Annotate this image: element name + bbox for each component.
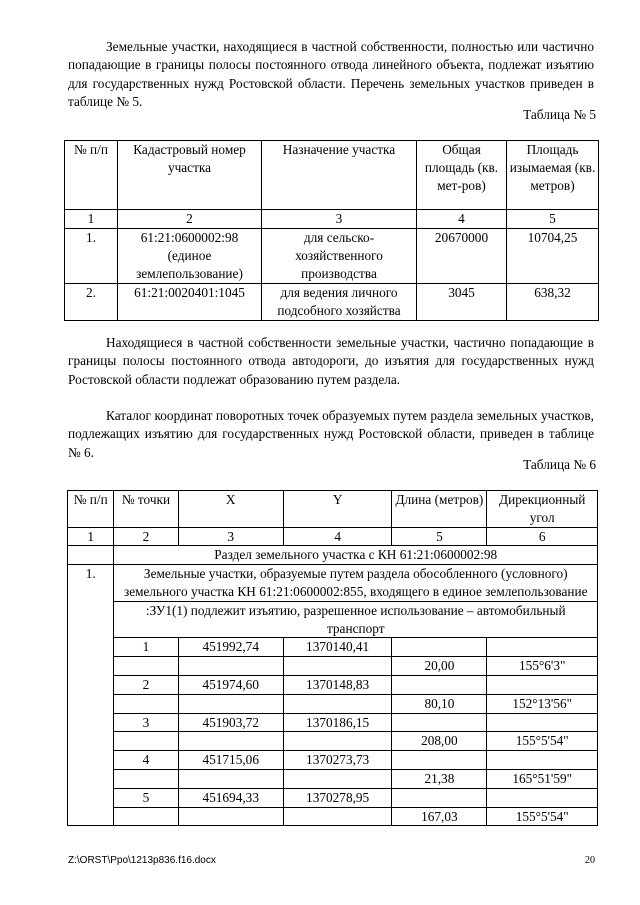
row-number: 2. [65,284,118,321]
coord-y: 1370273,73 [283,751,391,770]
table6-header-cell: № точки [114,491,178,528]
table-6 [67,490,598,826]
table5-header-cell: Назначение участка [262,141,417,210]
empty-cell [392,751,487,770]
table6-header-cell: X [178,491,283,528]
empty-cell [283,694,391,713]
direction-angle: 152°13'56" [487,694,598,713]
coord-x: 451992,74 [178,638,283,657]
point-row [68,713,598,732]
point-row [68,638,598,657]
point-number: 4 [114,751,178,770]
plot-purpose: для сельско-хозяйственного производства [262,229,417,284]
point-number: 3 [114,713,178,732]
point-row [68,751,598,770]
point-number: 2 [114,675,178,694]
empty-cell [114,807,178,826]
coord-x: 451903,72 [178,713,283,732]
segment-length: 167,03 [392,807,487,826]
table5-colnum: 4 [417,210,507,229]
coord-y: 1370186,15 [283,713,391,732]
table6-colnum-row [68,527,598,546]
direction-angle: 155°6'3" [487,657,598,676]
coord-x: 451974,60 [178,675,283,694]
table5-colnum-row [65,210,599,229]
table5-header-cell: Общая площадь (кв. мет-ров) [417,141,507,210]
middle-paragraph-1: Находящиеся в частной собственности земельные участки, частично попадающие в границы полосы постоянного отвода автодороги, до изъятия для государственных нужд Ростовской области подлежат образованию путем раздела. [68,335,594,387]
direction-angle: 165°51'59" [487,769,598,788]
segment-length: 208,00 [392,732,487,751]
section-row [68,546,598,565]
empty-cell [283,807,391,826]
empty-cell [283,657,391,676]
empty-cell [487,638,598,657]
table6-colnum: 4 [283,527,391,546]
cadastral-number: 61:21:0020401:1045 [118,284,262,321]
point-row [68,675,598,694]
subgroup-title: :ЗУ1(1) подлежит изъятию, разрешенное использование – автомобильный транспорт [114,601,598,638]
empty-cell [487,751,598,770]
empty-cell [68,546,114,565]
table6-header-row [68,491,598,528]
point-number: 1 [114,638,178,657]
middle-paragraph-2: Каталог координат поворотных точек образуемых путем раздела земельных участков, подлежащих изъятию для государственных нужд Ростовской области, приведен в таблице № 6. [68,408,594,460]
table5-header-cell: Площадь изымаемая (кв. метров) [507,141,599,210]
seized-area: 10704,25 [507,229,599,284]
empty-cell [114,694,178,713]
segment-length: 21,38 [392,769,487,788]
coord-x: 451715,06 [178,751,283,770]
table-row [65,284,599,321]
group-title: Земельные участки, образуемые путем раздела обособленного (условного) земельного участка КН 61:21:0600002:855, входящего в единое землепользование [114,565,598,602]
intro-paragraph: Земельные участки, находящиеся в частной собственности, полностью или частично попадающие в границы полосы постоянного отвода линейного объекта, подлежат изъятию для государственных нужд Ростовской области. Перечень земельных участков приведен в таблице № 5. [68,39,594,109]
table6-header-cell: № п/п [68,491,114,528]
table6-colnum: 1 [68,527,114,546]
table6-colnum: 2 [114,527,178,546]
table-5 [64,140,599,321]
coord-x: 451694,33 [178,788,283,807]
direction-angle: 155°5'54" [487,732,598,751]
segment-length: 20,00 [392,657,487,676]
coord-y: 1370148,83 [283,675,391,694]
row-number: 1. [68,565,114,826]
empty-cell [178,694,283,713]
page-number: 20 [585,855,595,866]
direction-angle: 155°5'54" [487,807,598,826]
point-number: 5 [114,788,178,807]
table5-header-row [65,141,599,210]
seized-area: 638,32 [507,284,599,321]
empty-cell [283,769,391,788]
table-row [65,229,599,284]
empty-cell [487,788,598,807]
table5-colnum: 3 [262,210,417,229]
section-title: Раздел земельного участка с КН 61:21:0600002:98 [114,546,598,565]
table5-colnum: 5 [507,210,599,229]
plot-purpose: для ведения личного подсобного хозяйства [262,284,417,321]
empty-cell [114,657,178,676]
table5-caption: Таблица № 5 [523,107,596,122]
empty-cell [392,788,487,807]
table6-header-cell: Длина (метров) [392,491,487,528]
empty-cell [392,638,487,657]
empty-cell [178,769,283,788]
empty-cell [392,675,487,694]
cadastral-number: 61:21:0600002:98 (единое землепользование) [118,229,262,284]
total-area: 3045 [417,284,507,321]
table5-colnum: 1 [65,210,118,229]
segment-length: 80,10 [392,694,487,713]
group-row [68,565,598,602]
row-number: 1. [65,229,118,284]
empty-cell [178,732,283,751]
table6-colnum: 5 [392,527,487,546]
segment-row [68,732,598,751]
coord-y: 1370278,95 [283,788,391,807]
empty-cell [114,769,178,788]
segment-row [68,807,598,826]
table5-header-cell: Кадастровый номер участка [118,141,262,210]
empty-cell [392,713,487,732]
table6-header-cell: Дирекционный угол [487,491,598,528]
segment-row [68,657,598,676]
table6-colnum: 6 [487,527,598,546]
coord-y: 1370140,41 [283,638,391,657]
empty-cell [114,732,178,751]
table6-header-cell: Y [283,491,391,528]
table5-header-cell: № п/п [65,141,118,210]
empty-cell [178,657,283,676]
total-area: 20670000 [417,229,507,284]
point-row [68,788,598,807]
empty-cell [283,732,391,751]
empty-cell [487,675,598,694]
segment-row [68,694,598,713]
table5-colnum: 2 [118,210,262,229]
segment-row [68,769,598,788]
empty-cell [487,713,598,732]
subgroup-row [68,601,598,638]
table6-colnum: 3 [178,527,283,546]
footer-file-path: Z:\ORST\Ppo\1213p836.f16.docx [68,855,216,866]
table6-caption: Таблица № 6 [523,457,596,472]
empty-cell [178,807,283,826]
